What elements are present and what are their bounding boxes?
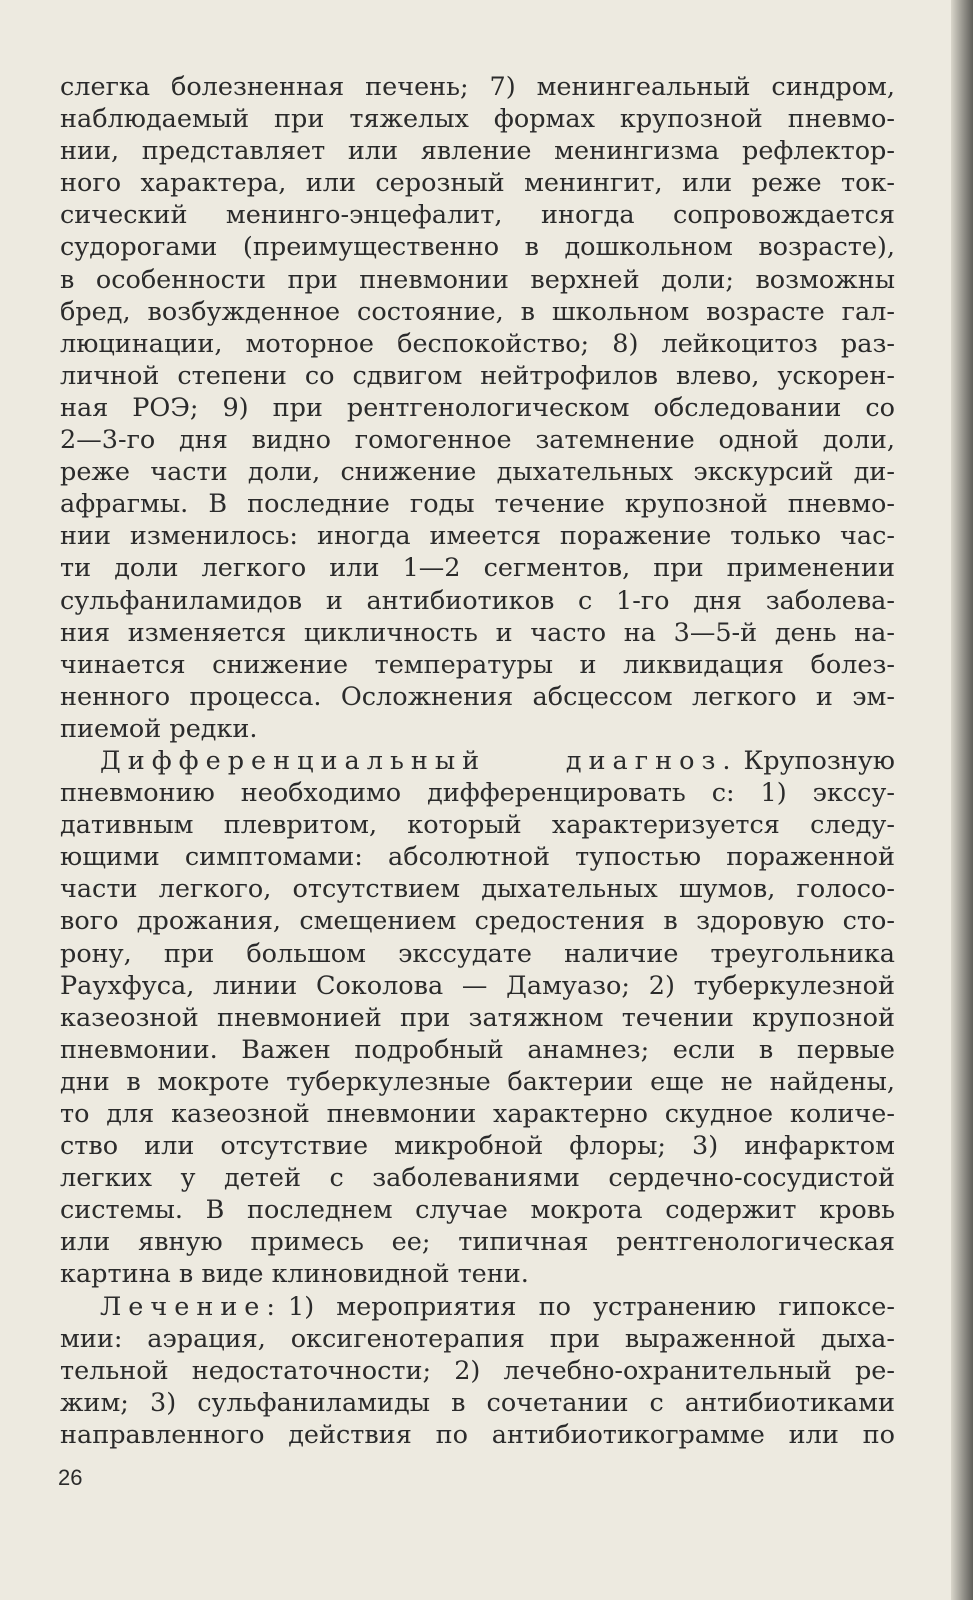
paragraph-treatment xyxy=(60,1291,895,1451)
text-line: пиемой редки. xyxy=(60,713,258,744)
text-line: люцинации, моторное беспокойство; 8) лейкоцитоз раз- xyxy=(60,328,895,359)
text-line: реже части доли, снижение дыхательных экскурсий ди- xyxy=(60,457,895,488)
page-number: 26 xyxy=(58,1465,83,1490)
text-line: дативным плевритом, который характеризуется следу- xyxy=(60,810,895,841)
text-line: сульфаниламидов и антибиотиков с 1-го дня заболева- xyxy=(60,585,895,616)
text-line: сический менинго-энцефалит, иногда сопровождается xyxy=(60,200,895,231)
text-line: мии: аэрация, оксигенотерапия при выраженной дыха- xyxy=(60,1323,895,1354)
text-line: афрагмы. В последние годы течение крупозной пневмо- xyxy=(60,489,895,520)
section-heading-treatment: Лечение: xyxy=(100,1291,282,1322)
text-line: или явную примесь ее; типичная рентгенологическая xyxy=(60,1227,895,1258)
text-line: судорогами (преимущественно в дошкольном возрасте), xyxy=(60,232,895,263)
text-line: тельной недостаточности; 2) лечебно-охранительный ре- xyxy=(60,1355,895,1386)
paragraph-differential-diagnosis xyxy=(60,745,895,1291)
text-line: пневмонию необходимо дифференцировать с: 1) экссу- xyxy=(60,778,895,809)
text-line: в особенности при пневмонии верхней доли; возможны xyxy=(60,264,895,295)
text-line: ющими симптомами: абсолютной тупостью пораженной xyxy=(60,842,895,873)
text-line: 2—3-го дня видно гомогенное затемнение одной доли, xyxy=(60,425,895,456)
text-line: чинается снижение температуры и ликвидация болез- xyxy=(60,649,895,680)
text-line: дни в мокроте туберкулезные бактерии еще не найдены, xyxy=(60,1066,895,1097)
text-line: ство или отсутствие микробной флоры; 3) инфарктом xyxy=(60,1131,895,1162)
text-line: ная РОЭ; 9) при рентгенологическом обследовании со xyxy=(60,392,895,423)
text-line: Раухфуса, линии Соколова — Дамуазо; 2) туберкулезной xyxy=(60,970,895,1001)
section-first-line xyxy=(60,745,895,777)
text-line: пневмонии. Важен подробный анамнез; если в первые xyxy=(60,1034,895,1065)
section-heading-differential: Дифференциальный диагноз. xyxy=(100,745,738,776)
book-spine-shadow xyxy=(951,0,973,1600)
text-fragment: Крупозную xyxy=(743,745,895,776)
text-line: наблюдаемый при тяжелых формах крупозной пневмо- xyxy=(60,104,895,135)
text-line: ненного процесса. Осложнения абсцессом легкого и эм- xyxy=(60,681,895,712)
text-line: слегка болезненная печень; 7) менингеальный синдром, xyxy=(60,72,895,102)
text-line: ного характера, или серозный менингит, или реже ток- xyxy=(60,168,895,199)
paragraph-clinical-signs xyxy=(60,71,895,745)
text-line: личной степени со сдвигом нейтрофилов влево, ускорен- xyxy=(60,360,895,391)
text-line: легких у детей с заболеваниями сердечно-сосудистой xyxy=(60,1163,895,1194)
text-line: то для казеозной пневмонии характерно скудное количе- xyxy=(60,1099,895,1129)
text-line: жим; 3) сульфаниламиды в сочетании с антибиотиками xyxy=(60,1387,895,1418)
text-line: вого дрожания, смещением средостения в здоровую сто- xyxy=(60,906,895,937)
text-fragment: 1) мероприятия по устранению гипоксе- xyxy=(288,1291,895,1322)
text-line: картина в виде клиновидной тени. xyxy=(60,1259,529,1290)
text-line: части легкого, отсутствием дыхательных шумов, голосо- xyxy=(60,874,895,905)
text-line: рону, при большом экссудате наличие треугольника xyxy=(60,938,895,969)
section-first-line xyxy=(60,1291,895,1323)
text-line: нии, представляет или явление менингизма рефлектор- xyxy=(60,136,895,167)
text-line: бред, возбужденное состояние, в школьном возрасте гал- xyxy=(60,296,895,327)
text-line: направленного действия по антибиотикограмме или по xyxy=(60,1419,895,1450)
text-line: казеозной пневмонией при затяжном течении крупозной xyxy=(60,1002,895,1033)
body-text xyxy=(60,71,895,1451)
text-line: ния изменяется цикличность и часто на 3—5-й день на- xyxy=(60,617,895,648)
text-line: системы. В последнем случае мокрота содержит кровь xyxy=(60,1195,895,1226)
text-line: нии изменилось: иногда имеется поражение только час- xyxy=(60,521,895,552)
text-line: ти доли легкого или 1—2 сегментов, при применении xyxy=(60,553,895,584)
